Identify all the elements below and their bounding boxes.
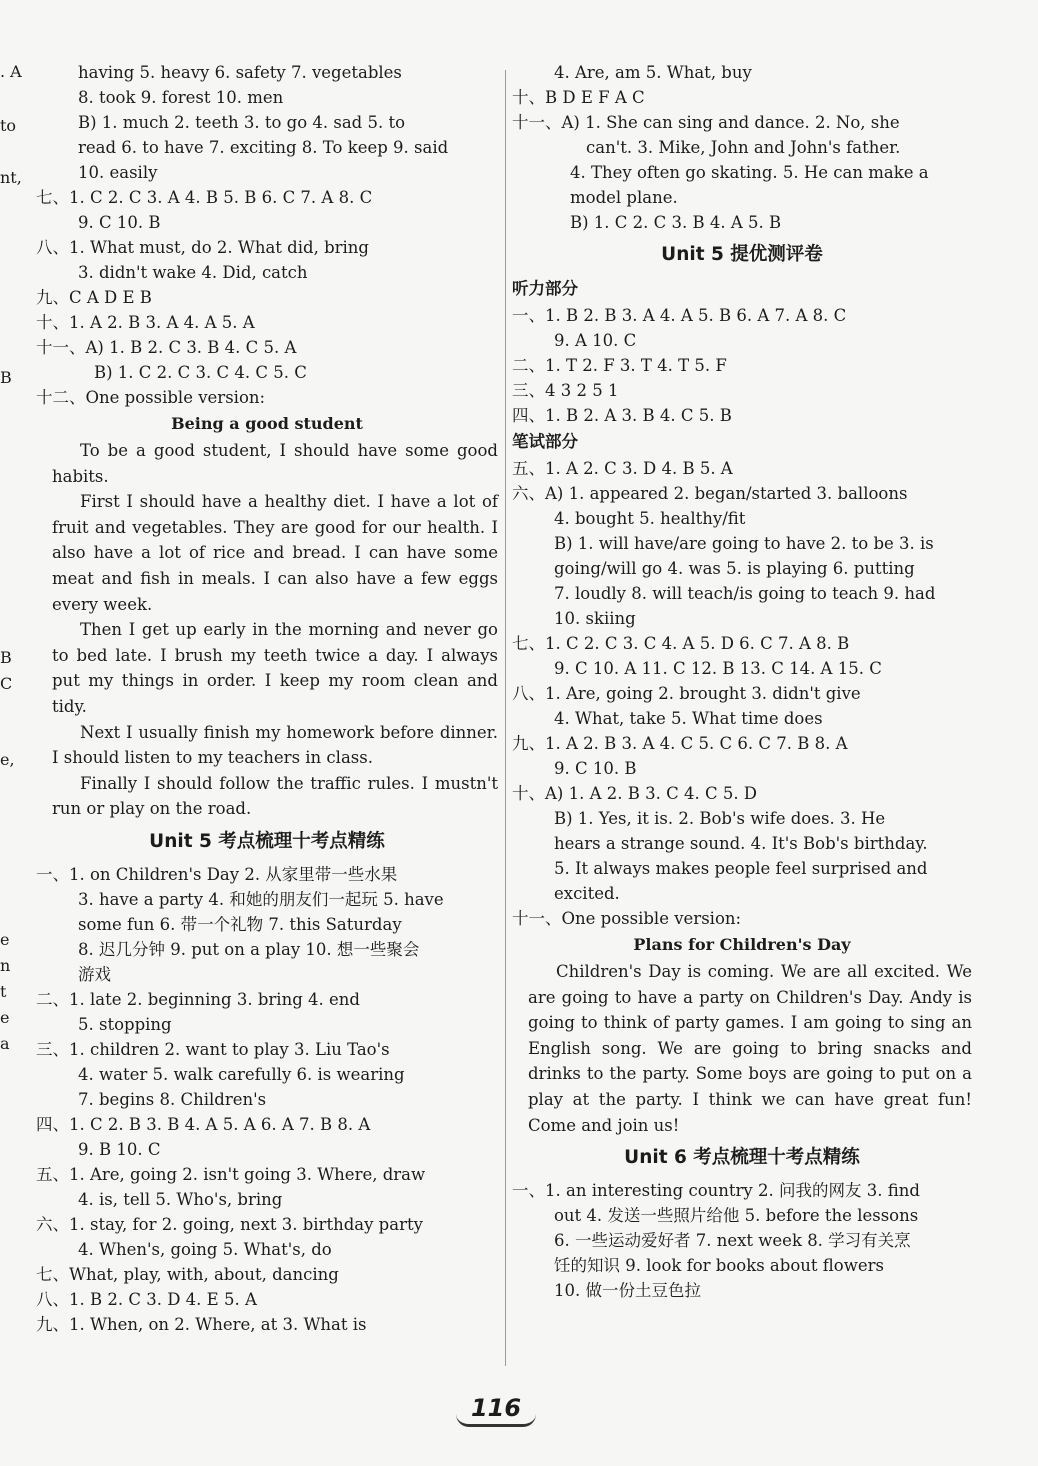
answer-line: 3. didn't wake 4. Did, catch — [78, 263, 308, 282]
answer-line: B) 1. Yes, it is. 2. Bob's wife does. 3. He — [554, 809, 886, 828]
answer-line: 4. is, tell 5. Who's, bring — [78, 1189, 283, 1209]
answer-line: 7. begins 8. Children's — [78, 1089, 267, 1109]
answer-line: having 5. heavy 6. safety 7. vegetables — [78, 63, 402, 82]
answer-line: 一、1. B 2. B 3. A 4. A 5. B 6. A 7. A 8. C — [512, 306, 847, 325]
answer-line: 八、1. B 2. C 3. D 4. E 5. A — [36, 1289, 257, 1309]
edge-fragment: a — [0, 1034, 10, 1053]
essay-paragraph: Then I get up early in the morning and never go to bed late. I brush my teeth twice a day. I always put my things in order. I keep my room clean and tidy. — [52, 620, 498, 716]
answer-line: 一、1. an interesting country 2. 问我的网友 3. find — [512, 1181, 920, 1201]
edge-fragment: . A — [0, 62, 22, 81]
answer-line: 十二、One possible version: — [36, 388, 266, 407]
answer-line: read 6. to have 7. exciting 8. To keep 9. said — [78, 138, 449, 157]
answer-line: 饪的知识 9. look for books about flowers — [554, 1256, 884, 1276]
answer-line: 10. skiing — [554, 609, 636, 628]
answer-line: 八、1. What must, do 2. What did, bring — [36, 238, 369, 257]
column-divider — [505, 70, 506, 1366]
edge-fragment: nt, — [0, 168, 22, 187]
answer-line: excited. — [554, 884, 620, 903]
section-heading: 听力部分 — [512, 279, 578, 298]
answer-line: 十一、A) 1. She can sing and dance. 2. No, she — [512, 113, 900, 132]
answer-line: 4. Are, am 5. What, buy — [554, 63, 752, 82]
unit-heading: Unit 6 考点梳理十考点精练 — [624, 1147, 860, 1169]
answer-line: B) 1. C 2. C 3. B 4. A 5. B — [570, 213, 782, 232]
answer-line: B) 1. will have/are going to have 2. to be 3. is — [554, 534, 934, 553]
answer-line: 二、1. late 2. beginning 3. bring 4. end — [36, 989, 360, 1009]
answer-line: 4. bought 5. healthy/fit — [554, 509, 746, 528]
edge-fragment: n — [0, 956, 11, 975]
answer-line: 七、What, play, with, about, dancing — [36, 1264, 339, 1284]
answer-line: 十、1. A 2. B 3. A 4. A 5. A — [36, 313, 255, 332]
answer-line: 四、1. C 2. B 3. B 4. A 5. A 6. A 7. B 8. A — [36, 1114, 371, 1134]
edge-fragment: to — [0, 116, 17, 135]
answer-line: 四、1. B 2. A 3. B 4. C 5. B — [512, 406, 732, 425]
answer-line: 六、A) 1. appeared 2. began/started 3. balloons — [512, 484, 908, 503]
answer-line: model plane. — [570, 188, 678, 207]
answer-line: 8. 迟几分钟 9. put on a play 10. 想一些聚会 — [78, 939, 420, 959]
answer-line: 7. loudly 8. will teach/is going to teach 9. had — [554, 584, 936, 603]
answer-line: 4. They often go skating. 5. He can make a — [570, 163, 929, 182]
edge-fragment: e, — [0, 750, 15, 769]
answer-line: 十、A) 1. A 2. B 3. C 4. C 5. D — [512, 784, 758, 803]
essay-title: Plans for Children's Day — [633, 935, 851, 954]
essay-paragraph: Next I usually finish my homework before dinner. I should listen to my teachers in class. — [52, 722, 498, 768]
answer-line: 九、1. When, on 2. Where, at 3. What is — [36, 1314, 367, 1334]
answer-line: 4. What, take 5. What time does — [554, 709, 823, 728]
answer-line: going/will go 4. was 5. is playing 6. putting — [554, 559, 915, 578]
answer-line: 4. water 5. walk carefully 6. is wearing — [78, 1064, 405, 1084]
answer-column-left — [36, 60, 498, 1337]
answer-line: 五、1. A 2. C 3. D 4. B 5. A — [512, 459, 733, 478]
answer-line: 十一、One possible version: — [512, 909, 742, 928]
answer-column-right — [512, 60, 972, 1303]
answer-line: 十、B D E F A C — [512, 88, 645, 107]
page-number-text: 116 — [470, 1394, 522, 1422]
essay-paragraph: Finally I should follow the traffic rules. I mustn't run or play on the road. — [52, 773, 498, 819]
unit-heading: Unit 5 提优测评卷 — [661, 244, 823, 265]
edge-fragment: e — [0, 930, 10, 949]
essay-paragraph: First I should have a healthy diet. I have a lot of fruit and vegetables. They are good for our health. I also have a lot of rice and bread. I can have some meat and fish in meals. I can also have a few eggs every week. — [52, 492, 498, 614]
answer-line: 十一、A) 1. B 2. C 3. B 4. C 5. A — [36, 338, 297, 357]
answer-line: B) 1. much 2. teeth 3. to go 4. sad 5. to — [78, 113, 406, 132]
answer-line: 三、4 3 2 5 1 — [512, 381, 619, 400]
answer-line: 九、1. A 2. B 3. A 4. C 5. C 6. C 7. B 8. A — [512, 734, 848, 753]
section-heading: 笔试部分 — [512, 432, 578, 451]
answer-line: 游戏 — [78, 964, 111, 984]
answer-line: 9. C 10. A 11. C 12. B 13. C 14. A 15. C — [554, 659, 882, 678]
answer-line: 七、1. C 2. C 3. A 4. B 5. B 6. C 7. A 8. C — [36, 188, 373, 207]
answer-line: hears a strange sound. 4. It's Bob's birthday. — [554, 834, 928, 853]
answer-line: 6. 一些运动爱好者 7. next week 8. 学习有关烹 — [554, 1231, 911, 1251]
answer-line: 5. stopping — [78, 1014, 172, 1034]
answer-line: 3. have a party 4. 和她的朋友们一起玩 5. have — [78, 889, 444, 909]
edge-fragment: C — [0, 674, 13, 693]
essay-title: Being a good student — [171, 414, 363, 433]
essay-paragraph: Children's Day is coming. We are all excited. We are going to have a party on Children's Day. Andy is going to think of party games. I am going to sing an English song. We are going to bring snacks and drinks to the party. Some boys are going to put on a play at the party. I think we can have great fun! Come and join us! — [528, 962, 972, 1135]
answer-line: 二、1. T 2. F 3. T 4. T 5. F — [512, 356, 727, 375]
answer-line: 9. B 10. C — [78, 1139, 161, 1159]
answer-line: B) 1. C 2. C 3. C 4. C 5. C — [94, 363, 307, 382]
page-number — [456, 1388, 536, 1428]
edge-fragment: e — [0, 1008, 10, 1027]
answer-line: out 4. 发送一些照片给他 5. before the lessons — [554, 1206, 919, 1226]
answer-line: 一、1. on Children's Day 2. 从家里带一些水果 — [36, 864, 398, 884]
answer-line: 九、C A D E B — [36, 288, 152, 307]
answer-line: 4. When's, going 5. What's, do — [78, 1239, 332, 1259]
edge-fragment: t — [0, 982, 7, 1001]
edge-fragment: B — [0, 648, 12, 667]
answer-line: 9. C 10. B — [78, 213, 161, 232]
answer-line: 10. 做一份土豆色拉 — [554, 1281, 701, 1301]
answer-line: 9. A 10. C — [554, 331, 637, 350]
answer-line: 五、1. Are, going 2. isn't going 3. Where, draw — [36, 1164, 426, 1184]
answer-line: 六、1. stay, for 2. going, next 3. birthday party — [36, 1214, 423, 1234]
answer-line: 5. It always makes people feel surprised and — [554, 859, 928, 878]
answer-line: 三、1. children 2. want to play 3. Liu Tao's — [36, 1039, 390, 1059]
answer-line: 七、1. C 2. C 3. C 4. A 5. D 6. C 7. A 8. B — [512, 634, 850, 653]
answer-line: 8. took 9. forest 10. men — [78, 88, 284, 107]
essay-paragraph: To be a good student, I should have some good habits. — [52, 441, 498, 486]
answer-line: 10. easily — [78, 163, 158, 182]
answer-line: 9. C 10. B — [554, 759, 637, 778]
page-number-swoosh — [456, 1414, 536, 1427]
answer-line: some fun 6. 带一个礼物 7. this Saturday — [78, 914, 402, 934]
edge-fragment: B — [0, 368, 12, 387]
answer-line: can't. 3. Mike, John and John's father. — [586, 138, 901, 157]
unit-heading: Unit 5 考点梳理十考点精练 — [149, 830, 385, 852]
answer-line: 八、1. Are, going 2. brought 3. didn't give — [512, 684, 861, 703]
